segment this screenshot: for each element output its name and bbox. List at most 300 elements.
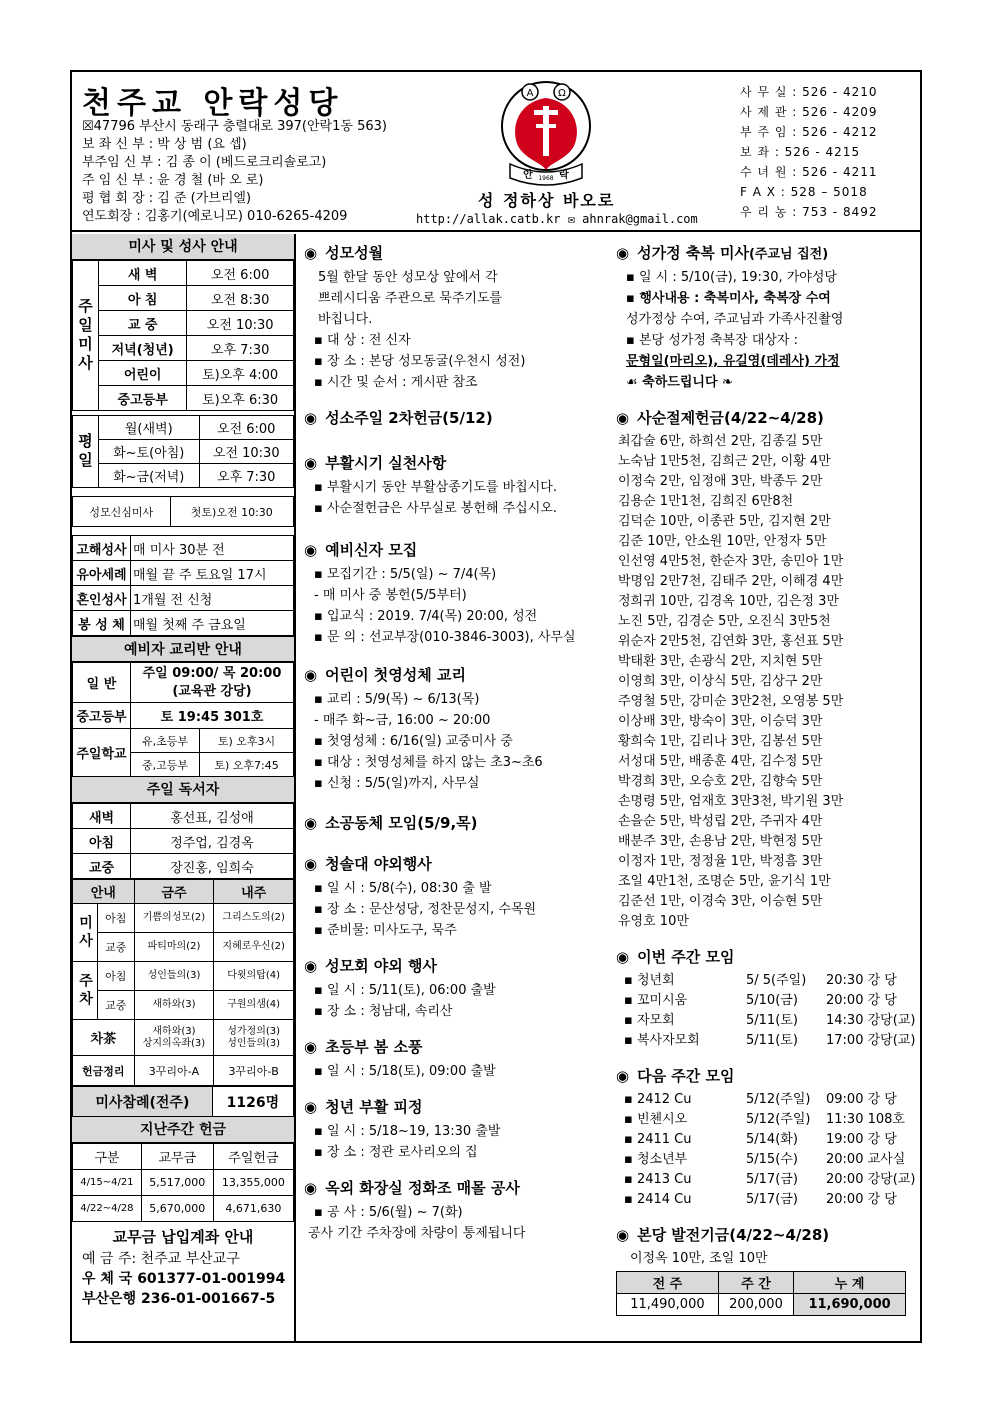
section-title xyxy=(304,853,604,874)
section-title-text: 성모성월 xyxy=(325,244,384,262)
phone-assistant: 보 좌 : 526 - 4215 xyxy=(740,145,861,159)
mass-time: 오전 6:00 xyxy=(199,416,294,440)
donor-line: 박경희 3만, 오승호 2만, 김향숙 5만 xyxy=(618,774,823,789)
bullet-icon: ◉ xyxy=(304,666,318,684)
catechumen-table xyxy=(72,662,294,777)
meeting-date: 5/11(토) xyxy=(746,1013,798,1028)
assistant-priest: 보 좌 신 부 : 박 상 범 (요 셉) xyxy=(82,137,247,152)
section-small-community xyxy=(304,812,604,833)
donor-line: 황희숙 1만, 김리나 3만, 김봉선 5만 xyxy=(618,734,823,749)
account-bank: 부산은행 236-01-001667-5 xyxy=(82,1291,276,1307)
section-item: ▪ 부활시기 동안 부활삼종기도를 바칩시다. xyxy=(304,477,604,498)
donor-line: 김덕순 10만, 이종관 5만, 김지현 2만 xyxy=(618,514,831,529)
right-column xyxy=(616,242,916,1330)
section-title-text: 이번 주간 모임 xyxy=(637,948,735,966)
meeting-time-place: 11:30 108호 xyxy=(826,1112,905,1127)
meeting-date: 5/ 5(주일) xyxy=(746,973,807,988)
section-item: ▪ 일 시 : 5/11(토), 06:00 출발 xyxy=(304,980,604,1001)
collection-sunday: 13,355,000 xyxy=(213,1170,293,1196)
reader-names: 장진홍, 임희숙 xyxy=(131,854,294,879)
donor-list xyxy=(616,432,916,932)
council-president: 평 협 회 장 : 김 준 (가브리엘) xyxy=(82,191,252,206)
meeting-time-place: 20:00 강 당 xyxy=(826,993,897,1008)
section-title-text: 소공동체 모임(5/9,목) xyxy=(325,814,478,832)
fund-totals-table xyxy=(616,1271,906,1316)
mass-name: 새 벽 xyxy=(99,261,187,286)
section-title xyxy=(304,664,604,685)
meeting-date: 5/12(주일) xyxy=(746,1112,811,1127)
collection-heading: 지난주간 헌금 xyxy=(72,1117,294,1143)
reader-mass: 새벽 xyxy=(73,804,131,829)
tea-group: 새하와(3) xyxy=(152,1025,196,1037)
svg-text:Ω: Ω xyxy=(558,88,566,99)
meeting-row xyxy=(616,991,916,1011)
guide-col-label: 안내 xyxy=(73,880,135,904)
bulletin-frame xyxy=(70,70,922,1343)
guide-table xyxy=(72,879,294,1086)
mass-time: 오후 7:30 xyxy=(187,336,294,361)
section-title-text: 청솔대 야외행사 xyxy=(325,855,432,873)
donor-line: 김용순 1만1천, 김희진 6만8천 xyxy=(618,494,794,509)
meeting-date: 5/10(금) xyxy=(746,993,798,1008)
section-item: ▪ 준비물: 미사도구, 묵주 xyxy=(304,920,604,941)
bullet-icon: ◉ xyxy=(616,1067,630,1085)
meeting-date: 5/17(금) xyxy=(746,1192,798,1207)
section-catechumen-recruit xyxy=(304,539,604,648)
mass-name: 중고등부 xyxy=(99,386,187,411)
donor-line: 서성대 5만, 배종훈 4만, 김수정 5만 xyxy=(618,754,823,769)
account-holder: 예 금 주: 천주교 부산교구 xyxy=(82,1251,240,1267)
sacrament-name: 혼인성사 xyxy=(73,586,131,611)
fund-value: 200,000 xyxy=(718,1294,793,1316)
logo-text-right: 락 xyxy=(559,170,569,181)
meeting-name: ▪ 빈첸시오 xyxy=(616,1110,746,1130)
section-elementary-picnic xyxy=(304,1036,604,1082)
section-item: ▪ 시간 및 순서 : 게시판 참조 xyxy=(304,372,604,393)
guide-mass-label: 미사 xyxy=(73,904,98,962)
youth-class-label: 중고등부 xyxy=(73,703,131,729)
sunday-mass-label: 주일미사 xyxy=(73,261,99,411)
bulletin-header xyxy=(72,72,920,232)
bullet-icon: ◉ xyxy=(304,409,318,427)
section-title-text: 다음 주간 모임 xyxy=(637,1067,735,1085)
left-column xyxy=(72,234,296,1343)
reader-table xyxy=(72,803,294,879)
meeting-time-place: 09:00 강 당 xyxy=(826,1092,897,1107)
section-vocation-sunday xyxy=(304,407,604,428)
weekday-mass-label: 평일 xyxy=(73,416,99,488)
tea-group: 성인들의(3) xyxy=(227,1037,281,1049)
sacrament-name: 고해성사 xyxy=(73,536,131,561)
meeting-date: 5/17(금) xyxy=(746,1172,798,1187)
meeting-row xyxy=(616,1150,916,1170)
section-title-text: 초등부 봄 소풍 xyxy=(325,1038,423,1056)
section-item: ▪ 장 소 : 문산성당, 정찬문성지, 수목원 xyxy=(304,899,604,920)
donor-line: 이정숙 2만, 임정애 3만, 박종두 2만 xyxy=(618,474,823,489)
account-list xyxy=(72,1249,294,1309)
bullet-icon: ◉ xyxy=(616,409,630,427)
section-lenten-offering xyxy=(616,407,916,932)
meeting-time-place: 20:00 교사실 xyxy=(826,1152,906,1167)
section-item: ▪ 사순절헌금은 사무실로 봉헌해 주십시오. xyxy=(304,498,604,519)
section-title xyxy=(616,1224,916,1245)
collection-col: 주일헌금 xyxy=(213,1144,293,1170)
phone-office: 사 무 실 : 526 - 4210 xyxy=(740,85,878,99)
offering-this-week: 3꾸리아-A xyxy=(134,1056,214,1086)
section-item: ▪ 장 소 : 청남대, 속리산 xyxy=(304,1001,604,1022)
mass-time: 오전 6:00 xyxy=(187,261,294,286)
school-group: 중,고등부 xyxy=(131,753,200,777)
section-title xyxy=(304,1036,604,1057)
school-time: 토) 오후7:45 xyxy=(200,753,294,777)
section-item: ▪ 입교식 : 2019. 7/4(목) 20:00, 성전 xyxy=(304,606,604,627)
guide-group: 그리스도의(2) xyxy=(214,904,294,933)
collection-period: 4/15~4/21 xyxy=(73,1170,142,1196)
collection-col: 교무금 xyxy=(141,1144,213,1170)
school-time: 토) 오후3시 xyxy=(200,729,294,753)
bullet-icon: ◉ xyxy=(616,948,630,966)
donor-line: 배분주 3만, 손용남 2만, 박현정 5만 xyxy=(618,834,823,849)
meeting-row xyxy=(616,1090,916,1110)
guide-group: 기쁨의성모(2) xyxy=(134,904,214,933)
section-title-text: 본당 발전기금(4/22~4/28) xyxy=(637,1226,830,1244)
phone-list xyxy=(740,82,877,222)
parish-title: 천주교 안락성당 xyxy=(82,86,344,121)
mass-time: 토)오후 4:00 xyxy=(187,361,294,386)
section-item: ▪ 신청 : 5/5(일)까지, 사무실 xyxy=(304,773,604,794)
bullet-icon: ◉ xyxy=(304,1038,318,1056)
reader-names: 정주업, 김경옥 xyxy=(131,829,294,854)
section-item: ▪ 대 상 : 전 신자 xyxy=(304,330,604,351)
phone-urinong: 우 리 농 : 753 - 8492 xyxy=(740,205,878,219)
mass-name: 화~토(아침) xyxy=(99,440,200,464)
mass-name: 어린이 xyxy=(99,361,187,386)
section-title xyxy=(616,1065,916,1086)
section-item: ▪ 공 사 : 5/6(월) ~ 7(화) xyxy=(304,1202,604,1223)
tea-label: 차茶 xyxy=(73,1020,135,1056)
weekday-mass-table xyxy=(72,415,294,488)
donor-line: 노숙남 1만5천, 김희근 2만, 이황 4만 xyxy=(618,454,831,469)
guide-group: 새하와(3) xyxy=(134,991,214,1020)
general-class-place: (교육관 강당) xyxy=(172,683,252,699)
collection-dues: 5,517,000 xyxy=(141,1170,213,1196)
donor-line: 김준선 1만, 이경숙 3만, 이승현 5만 xyxy=(618,894,823,909)
section-title xyxy=(304,812,604,833)
general-class-label: 일 반 xyxy=(73,663,131,703)
phone-associate: 부 주 임 : 526 - 4212 xyxy=(740,125,878,139)
section-first-communion xyxy=(304,664,604,794)
patron-saint: 성 정하상 바오로 xyxy=(478,191,616,210)
section-title-sub: (주교님 집전) xyxy=(748,247,829,262)
section-item: 문형일(마리오), 유길영(데레사) 가정 xyxy=(626,354,840,369)
mass-time: 오후 7:30 xyxy=(199,464,294,488)
meeting-time-place: 19:00 강 당 xyxy=(826,1132,897,1147)
meeting-name: ▪ 꼬미시움 xyxy=(616,991,746,1011)
account-post: 우 체 국 601377-01-001994 xyxy=(82,1271,286,1287)
bullet-icon: ◉ xyxy=(304,814,318,832)
youth-class-time: 토 19:45 301호 xyxy=(131,703,294,729)
guide-group: 성인들의(3) xyxy=(134,962,214,991)
phone-rectory: 사 제 관 : 526 - 4209 xyxy=(740,105,878,119)
section-item: ▪ 첫영성체 : 6/16(일) 교중미사 중 xyxy=(304,731,604,752)
section-item: - 매주 화~금, 16:00 ~ 20:00 xyxy=(314,713,491,728)
section-title xyxy=(304,242,604,263)
mass-name: 화~금(저녁) xyxy=(99,464,200,488)
sacrament-name: 봉 성 체 xyxy=(73,611,131,636)
offering-label: 헌금정리 xyxy=(73,1056,135,1086)
logo-text-left: 안 xyxy=(523,170,533,181)
section-title xyxy=(304,539,604,560)
guide-col-this-week: 금주 xyxy=(134,880,214,904)
section-septic-construction xyxy=(304,1177,604,1244)
section-item: ▪ 모집기간 : 5/5(일) ~ 7/4(목) xyxy=(304,564,604,585)
section-title-text: 사순절제헌금(4/22~4/28) xyxy=(637,409,824,427)
reader-heading: 주일 독서자 xyxy=(72,777,294,803)
section-title-text: 성소주일 2차헌금(5/12) xyxy=(325,409,493,427)
bullet-icon: ◉ xyxy=(304,1098,318,1116)
meeting-row xyxy=(616,1011,916,1031)
section-title-text: 성가정 축복 미사 xyxy=(637,244,749,262)
parish-info xyxy=(82,118,387,226)
meeting-date: 5/14(화) xyxy=(746,1132,798,1147)
mass-name: 아 침 xyxy=(99,286,187,311)
mass-time: 토)오후 6:30 xyxy=(187,386,294,411)
section-next-week-meetings xyxy=(616,1065,916,1210)
meeting-date: 5/15(수) xyxy=(746,1152,798,1167)
meeting-name: ▪ 복사자모회 xyxy=(616,1031,746,1051)
section-title-text: 어린이 첫영성체 교리 xyxy=(325,666,466,684)
mass-schedule-heading: 미사 및 성사 안내 xyxy=(72,234,294,260)
logo-year: 1968 xyxy=(538,175,554,182)
fund-value: 11,490,000 xyxy=(617,1294,719,1316)
section-text: 5월 한달 동안 성모상 앞에서 각 xyxy=(318,270,498,285)
donor-line: 이상배 3만, 방숙이 3만, 이승덕 3만 xyxy=(618,714,823,729)
collection-col: 구분 xyxy=(73,1144,142,1170)
section-item: ▪ 행사내용 : 축복미사, 축복장 수여 xyxy=(616,288,916,309)
section-marian-month xyxy=(304,242,604,393)
mass-time: 오전 10:30 xyxy=(187,311,294,336)
section-title xyxy=(304,407,604,428)
section-item: ▪ 일 시 : 5/8(수), 08:30 출 발 xyxy=(304,878,604,899)
section-item: ▪ 본당 성가정 축복장 대상자 : xyxy=(616,330,916,351)
guide-slot: 교중 xyxy=(98,991,135,1020)
meeting-name: ▪ 2411 Cu xyxy=(616,1130,746,1150)
associate-priest: 부주임 신 부 : 김 종 이 (베드로크리솔로고) xyxy=(82,155,327,170)
meeting-row xyxy=(616,1110,916,1130)
section-development-fund xyxy=(616,1224,916,1316)
offering-next-week: 3꾸리아-B xyxy=(214,1056,294,1086)
mass-name: 교 중 xyxy=(99,311,187,336)
mass-time: 오전 10:30 xyxy=(199,440,294,464)
section-cheongsol-outing xyxy=(304,853,604,941)
meeting-row xyxy=(616,1031,916,1051)
meeting-name: ▪ 2412 Cu xyxy=(616,1090,746,1110)
donor-line: 유영호 10만 xyxy=(618,914,689,929)
donor-line: 박태환 3만, 손광식 2만, 지치현 5만 xyxy=(618,654,823,669)
guide-group: 다윗의탑(4) xyxy=(214,962,294,991)
sacrament-info: 매월 첫째 주 금요일 xyxy=(131,611,294,636)
donor-line: 인선영 4만5천, 한순자 3만, 송민아 1만 xyxy=(618,554,844,569)
section-item: ▪ 교리 : 5/9(목) ~ 6/13(목) xyxy=(304,689,604,710)
meeting-list xyxy=(616,971,916,1051)
attendance-value: 1126명 xyxy=(212,1087,293,1117)
yeondo-president: 연도회장 : 김홍기(예로니모) 010-6265-4209 xyxy=(82,209,348,224)
bullet-icon: ◉ xyxy=(616,244,630,262)
section-title-text: 예비신자 모집 xyxy=(325,541,418,559)
section-title xyxy=(304,452,604,473)
bullet-icon: ◉ xyxy=(304,454,318,472)
guide-group: 지혜로우신(2) xyxy=(214,933,294,962)
section-easter-practice xyxy=(304,452,604,519)
parish-logo xyxy=(496,80,596,188)
fund-total: 11,690,000 xyxy=(794,1294,906,1316)
section-text: 쁘레시디움 주관으로 묵주기도를 xyxy=(318,291,503,306)
general-class-time: 주일 09:00/ 목 20:00 xyxy=(142,665,282,681)
meeting-time-place: 17:00 강당(교) xyxy=(826,1033,916,1048)
middle-column xyxy=(304,242,604,1258)
collection-table xyxy=(72,1143,294,1222)
sacrament-info: 1개월 전 신청 xyxy=(131,586,294,611)
donor-line: 이정자 1만, 정정율 1만, 박정흠 3만 xyxy=(618,854,823,869)
section-item: ▪ 일 시 : 5/10(금), 19:30, 가야성당 xyxy=(616,267,916,288)
section-item: ▪ 일 시 : 5/18~19, 13:30 출발 xyxy=(304,1121,604,1142)
section-this-week-meetings xyxy=(616,946,916,1051)
collection-sunday: 4,671,630 xyxy=(213,1196,293,1222)
guide-slot: 아침 xyxy=(98,904,135,933)
section-text: 공사 기간 주차장에 차량이 통제됩니다 xyxy=(308,1226,526,1241)
donor-line: 이영희 3만, 이상식 5만, 김상구 2만 xyxy=(618,674,823,689)
bullet-icon: ◉ xyxy=(304,957,318,975)
phone-fax: F A X : 528 – 5018 xyxy=(740,185,868,199)
mass-name: 월(새벽) xyxy=(99,416,200,440)
meeting-name: ▪ 청소년부 xyxy=(616,1150,746,1170)
meeting-time-place: 20:00 강 당 xyxy=(826,1192,897,1207)
meeting-row xyxy=(616,1170,916,1190)
meeting-name: ▪ 자모회 xyxy=(616,1011,746,1031)
account-heading: 교무금 납입계좌 안내 xyxy=(112,1228,254,1246)
sunday-school-label: 주일학교 xyxy=(73,729,131,777)
donor-line: 주영철 5만, 강미순 3만2천, 오영봉 5만 xyxy=(618,694,844,709)
meeting-name: ▪ 2414 Cu xyxy=(616,1190,746,1210)
section-item: - 매 미사 중 봉헌(5/5부터) xyxy=(314,588,467,603)
bullet-icon: ◉ xyxy=(304,244,318,262)
fund-col: 누 계 xyxy=(794,1272,906,1294)
donor-line: 노진 5만, 김경순 5만, 오진식 3만5천 xyxy=(618,614,831,629)
section-item: ▪ 장 소 : 본당 성모동굴(우천시 성전) xyxy=(304,351,604,372)
guide-slot: 교중 xyxy=(98,933,135,962)
meeting-date: 5/11(토) xyxy=(746,1033,798,1048)
fund-col: 전 주 xyxy=(617,1272,719,1294)
bullet-icon: ◉ xyxy=(304,855,318,873)
section-item: ☙ 축하드립니다 ❧ xyxy=(626,375,733,390)
svg-text:A: A xyxy=(526,88,534,99)
meeting-row xyxy=(616,971,916,991)
meeting-time-place: 20:30 강 당 xyxy=(826,973,897,988)
section-mothers-outing xyxy=(304,955,604,1022)
meeting-name: ▪ 청년회 xyxy=(616,971,746,991)
donor-line: 정희귀 10만, 김경옥 10만, 김은정 3만 xyxy=(618,594,839,609)
guide-parking-label: 주차 xyxy=(73,962,98,1020)
sacrament-info: 매월 끝 주 토요일 17시 xyxy=(131,561,294,586)
marian-mass-label: 성모신심미사 xyxy=(73,497,171,527)
section-title-text: 청년 부활 피정 xyxy=(325,1098,423,1116)
section-item: ▪ 일 시 : 5/18(토), 09:00 출발 xyxy=(304,1061,604,1082)
meeting-name: ▪ 2413 Cu xyxy=(616,1170,746,1190)
meeting-row xyxy=(616,1130,916,1150)
section-text: 바칩니다. xyxy=(318,312,373,327)
donor-line: 조일 4만1천, 조명순 5만, 윤기식 1만 xyxy=(618,874,831,889)
guide-group: 파티마의(2) xyxy=(134,933,214,962)
donor-line: 손을순 5만, 박성립 2만, 주귀자 4만 xyxy=(618,814,823,829)
collection-period: 4/22~4/28 xyxy=(73,1196,142,1222)
marian-mass-table xyxy=(72,496,294,527)
phone-convent: 수 녀 원 : 526 - 4211 xyxy=(740,165,878,179)
section-title-text: 부활시기 실천사항 xyxy=(325,454,447,472)
donor-line: 최갑술 6만, 하희선 2만, 김종길 5만 xyxy=(618,434,823,449)
donor-line: 김준 10만, 안소원 10만, 안정자 5만 xyxy=(618,534,827,549)
fund-col: 주 간 xyxy=(718,1272,793,1294)
mass-name: 저녁(청년) xyxy=(99,336,187,361)
sacrament-info: 매 미사 30분 전 xyxy=(131,536,294,561)
guide-group: 구원의샘(4) xyxy=(214,991,294,1020)
marian-mass-time: 첫토)오전 10:30 xyxy=(170,497,293,527)
section-title-text: 옥외 화장실 정화조 매몰 공사 xyxy=(325,1179,520,1197)
sunday-mass-table xyxy=(72,260,294,411)
reader-mass: 아침 xyxy=(73,829,131,854)
section-holy-family-mass xyxy=(616,242,916,393)
meeting-time-place: 14:30 강당(교) xyxy=(826,1013,916,1028)
donor-line: 손명령 5만, 엄재호 3만3천, 박기원 3만 xyxy=(618,794,844,809)
attendance-label: 미사참례(전주) xyxy=(73,1087,213,1117)
fund-donors: 이정옥 10만, 조일 10만 xyxy=(630,1251,768,1266)
mass-time: 오전 8:30 xyxy=(187,286,294,311)
sacraments-table xyxy=(72,535,294,636)
attendance-table xyxy=(72,1086,294,1117)
address: ☒47796 부산시 동래구 충렬대로 397(안락1동 563) xyxy=(82,119,387,134)
section-title xyxy=(304,1096,604,1117)
collection-dues: 5,670,000 xyxy=(141,1196,213,1222)
bullet-icon: ◉ xyxy=(616,1226,630,1244)
guide-col-next-week: 내주 xyxy=(214,880,294,904)
meeting-date: 5/12(주일) xyxy=(746,1092,811,1107)
meeting-time-place: 20:00 강당(교) xyxy=(826,1172,916,1187)
section-title xyxy=(616,242,916,263)
reader-names: 홍선표, 김성애 xyxy=(131,804,294,829)
tea-group: 상지의옥좌(3) xyxy=(142,1037,206,1049)
reader-mass: 교중 xyxy=(73,854,131,879)
section-item: 성가정상 수여, 주교님과 가족사진촬영 xyxy=(626,312,844,327)
tea-group: 성가정의(3) xyxy=(227,1025,281,1037)
pastor: 주 임 신 부 : 윤 경 철 (바 오 로) xyxy=(82,173,264,188)
section-title xyxy=(616,407,916,428)
meeting-list xyxy=(616,1090,916,1210)
section-title xyxy=(304,1177,604,1198)
section-youth-retreat xyxy=(304,1096,604,1163)
guide-slot: 아침 xyxy=(98,962,135,991)
meeting-row xyxy=(616,1190,916,1210)
section-item: ▪ 문 의 : 선교부장(010-3846-3003), 사무실 xyxy=(304,627,604,648)
sacrament-name: 유아세례 xyxy=(73,561,131,586)
section-title xyxy=(304,955,604,976)
catechumen-heading: 예비자 교리반 안내 xyxy=(72,636,294,662)
website-email[interactable]: http://allak.catb.kr ✉ ahnrak@gmail.com xyxy=(416,212,698,226)
section-title xyxy=(616,946,916,967)
section-item: ▪ 장 소 : 정관 로사리오의 집 xyxy=(304,1142,604,1163)
school-group: 유,초등부 xyxy=(131,729,200,753)
bullet-icon: ◉ xyxy=(304,541,318,559)
section-title-text: 성모회 야외 행사 xyxy=(325,957,437,975)
donor-line: 박명임 2만7천, 김태주 2만, 이해경 4만 xyxy=(618,574,844,589)
